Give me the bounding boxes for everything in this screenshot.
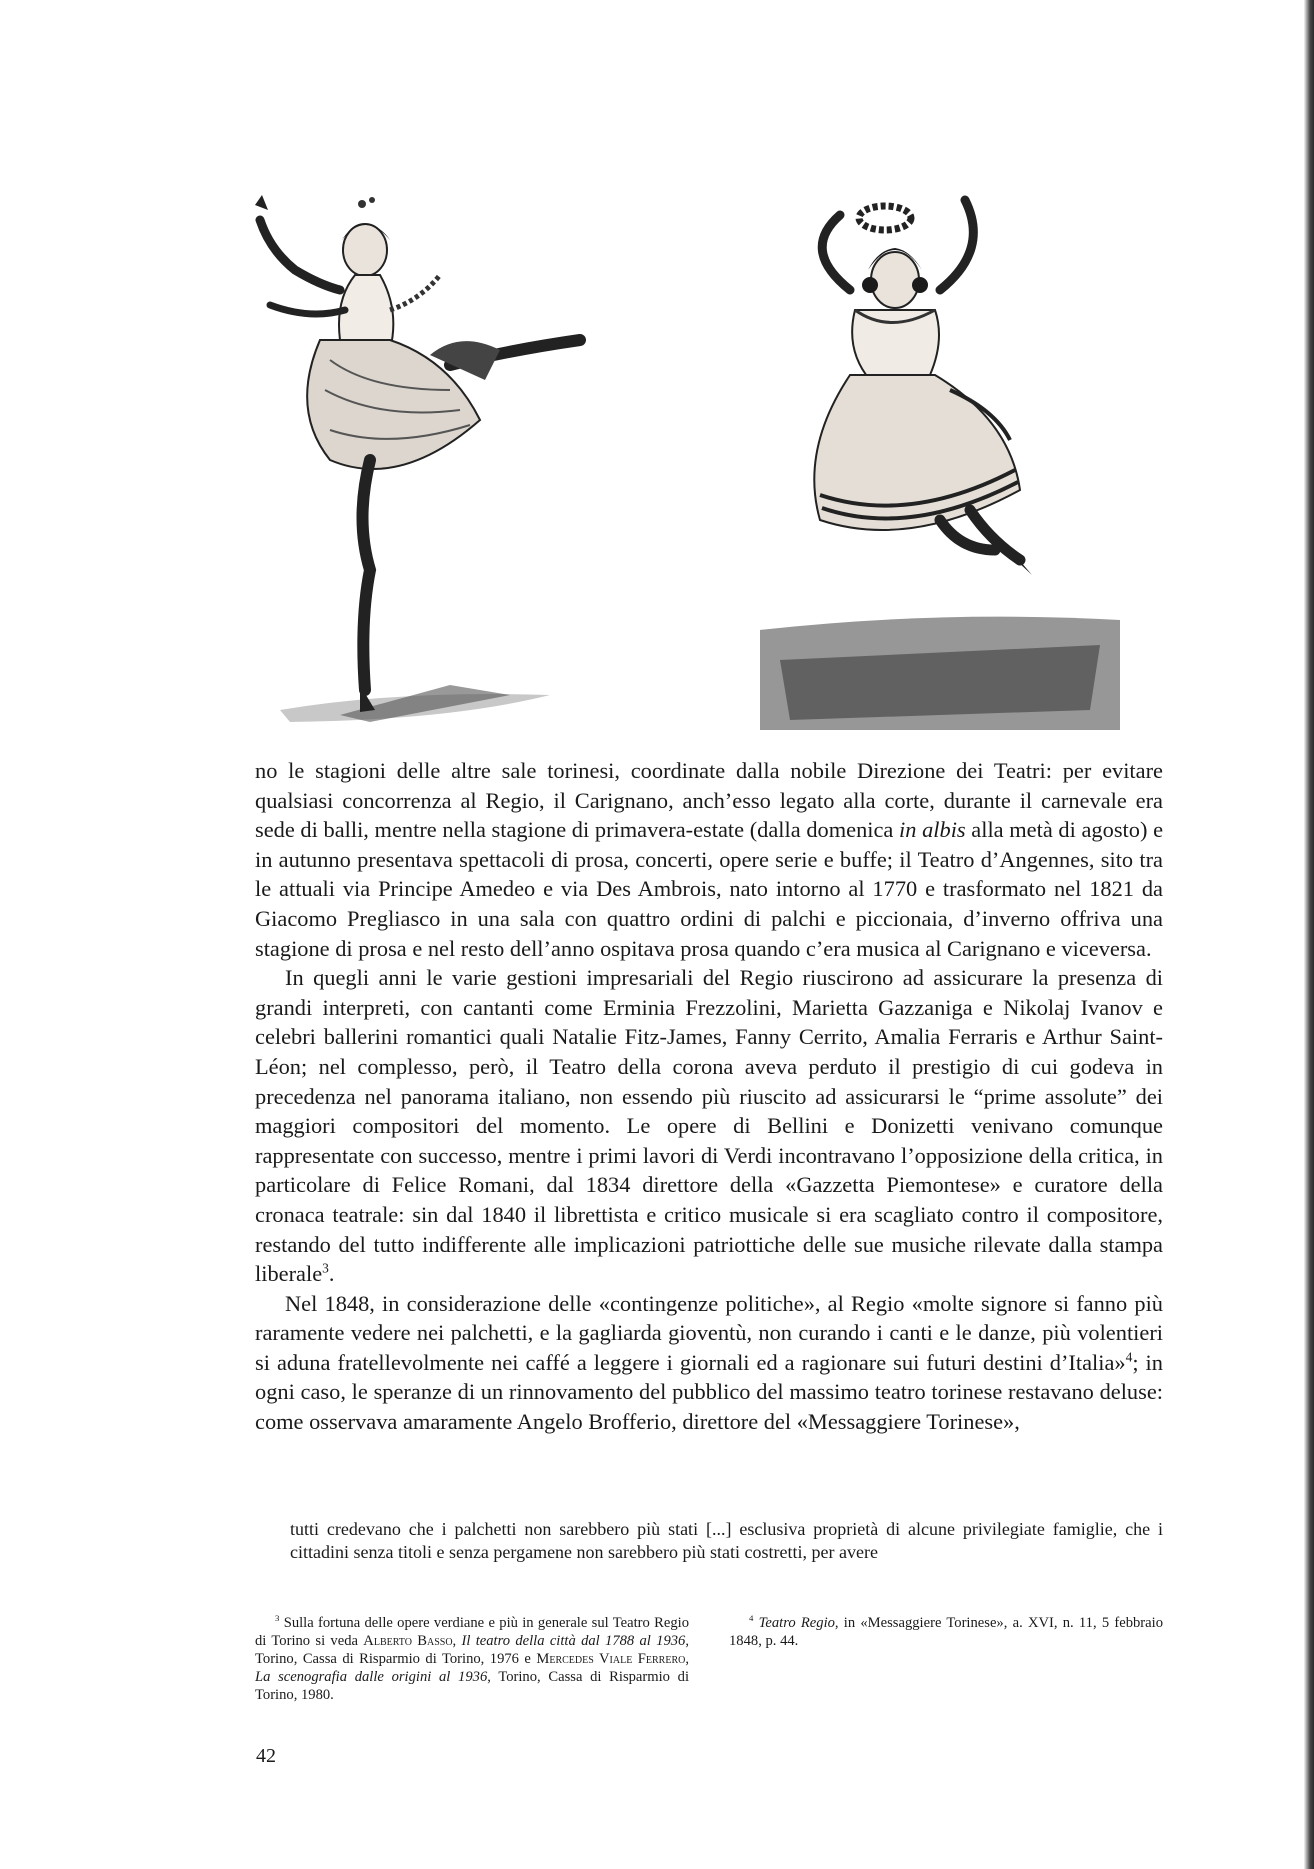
footnotes <box>255 1614 1163 1704</box>
text-run: ; in ogni caso, le speranze di un rinnovamento del pubblico del massimo teatro torinese restavano deluse: come osservava amaramente Angelo Brofferio, direttore del «Messaggiere Torinese», <box>255 1349 1163 1435</box>
paragraph <box>255 756 1163 963</box>
page-edge-shadow <box>1304 0 1314 1869</box>
text-run: La scenografia dalle origini al 1936 <box>255 1669 488 1685</box>
text-run: , <box>452 1633 462 1649</box>
page-number: 42 <box>256 1745 276 1767</box>
block-quote <box>290 1518 1163 1564</box>
text-run: Teatro Regio <box>758 1615 835 1631</box>
paragraph <box>255 963 1163 1289</box>
footnote-3 <box>255 1614 689 1704</box>
footnote-ref: 4 <box>749 1613 754 1624</box>
text-run: alla metà di agosto) e in autunno presentava spettacoli di prosa, concerti, opere serie e buffe; il Teatro d’Angennes, sito tra le attuali via Principe Amedeo e via Des Ambrois, nato intorno al 1770 e trasformato nel 1821 da Giacomo Pregliasco in una sala con quattro ordini di palchi e piccionaia, d’inverno offriva una stagione di prosa e nel resto dell’anno ospitava prosa quando c’era musica al Carignano e viceversa. <box>255 817 1164 961</box>
footnote-column-right <box>729 1614 1163 1704</box>
text-run: . <box>328 1261 335 1287</box>
paragraph <box>255 1289 1163 1437</box>
text-run: Il teatro della città dal 1788 al 1936 <box>461 1633 686 1649</box>
text-run: , <box>685 1651 689 1667</box>
text-run: no le stagioni delle altre sale torinesi, coordinate dalla nobile Direzione dei Teatri: per evitare qualsiasi concorrenza al Regio, il Carignano, anch’esso legato alla corte, durante il carnevale era sede di balli, mentre nella stagione di primavera-estate (dalla domenica <box>255 758 1163 843</box>
text-run: , Torino, Cassa di Risparmio di Torino, 1980. <box>255 1669 690 1703</box>
text-run: Mercedes Viale Ferrero <box>536 1651 686 1667</box>
footnote-ref: 3 <box>275 1613 280 1624</box>
text-run: In quegli anni le varie gestioni impresariali del Regio riuscirono ad assicurare la presenza di grandi interpreti, con cantanti come Erminia Frezzolini, Marietta Gazzaniga e Nikolaj Ivanov e celebri ballerini romantici quali Natalie Fitz-James, Fanny Cerrito, Amalia Ferraris e Arthur Saint-Léon; nel complesso, però, il Teatro della corona aveva perduto il prestigio di cui godeva in precedenza nel panorama italiano, non essendo più riuscito ad assicurarsi le “prime assolute” dei maggiori compositori del momento. Le opere di Bellini e Donizetti venivano comunque rappresentate con successo, mentre i primi lavori di Verdi incontravano l’opposizione della critica, in particolare di Felice Romani, dal 1834 direttore della «Gazzetta Piemontese» e curatore della cronaca teatrale: sin dal 1840 il librettista e critico musicale si era scagliato contro il compositore, restando del tutto indifferente alle implicazioni patriottiche delle sue musiche rilevate dalla stampa liberale <box>255 965 1163 1287</box>
footnote-column-left <box>255 1614 689 1704</box>
text-run: Alberto Basso <box>363 1633 453 1649</box>
footnote-ref: 4 <box>1125 1349 1133 1365</box>
text-run: , Torino, Cassa di Risparmio di Torino, 1976 e <box>255 1633 690 1667</box>
text-run: Nel 1848, in considerazione delle «contingenze politiche», al Regio «molte signore si fanno più raramente vedere nei palchetti, e la gagliarda gioventù, non curando i canti e le danze, più volentieri si aduna fratellevolmente nei caffé a leggere i giornali ed a ragionare sui futuri destini d’Italia» <box>255 1290 1163 1375</box>
dancer-left-svg <box>250 190 720 730</box>
quote-text: tutti credevano che i palchetti non sarebbero più stati [...] esclusiva proprietà di alcune privilegiate famiglie, che i cittadini senza titoli e senza pergamene non sarebbero più stati costretti, per avere <box>290 1519 1163 1562</box>
dancer-right-svg <box>760 190 1120 730</box>
text-run: in albis <box>899 817 966 843</box>
footnote-4 <box>729 1614 1163 1650</box>
text-run: Sulla fortuna delle opere verdiane e più in generale sul Teatro Regio di Torino si veda <box>255 1615 689 1649</box>
dancer-right-illustration <box>760 190 1120 730</box>
text-run: , in «Messaggiere Torinese», a. XVI, n. 11, 5 febbraio 1848, p. 44. <box>729 1615 1163 1649</box>
footnote-ref: 3 <box>322 1260 329 1276</box>
dancer-left-illustration <box>250 190 720 730</box>
body-text <box>255 756 1163 1437</box>
